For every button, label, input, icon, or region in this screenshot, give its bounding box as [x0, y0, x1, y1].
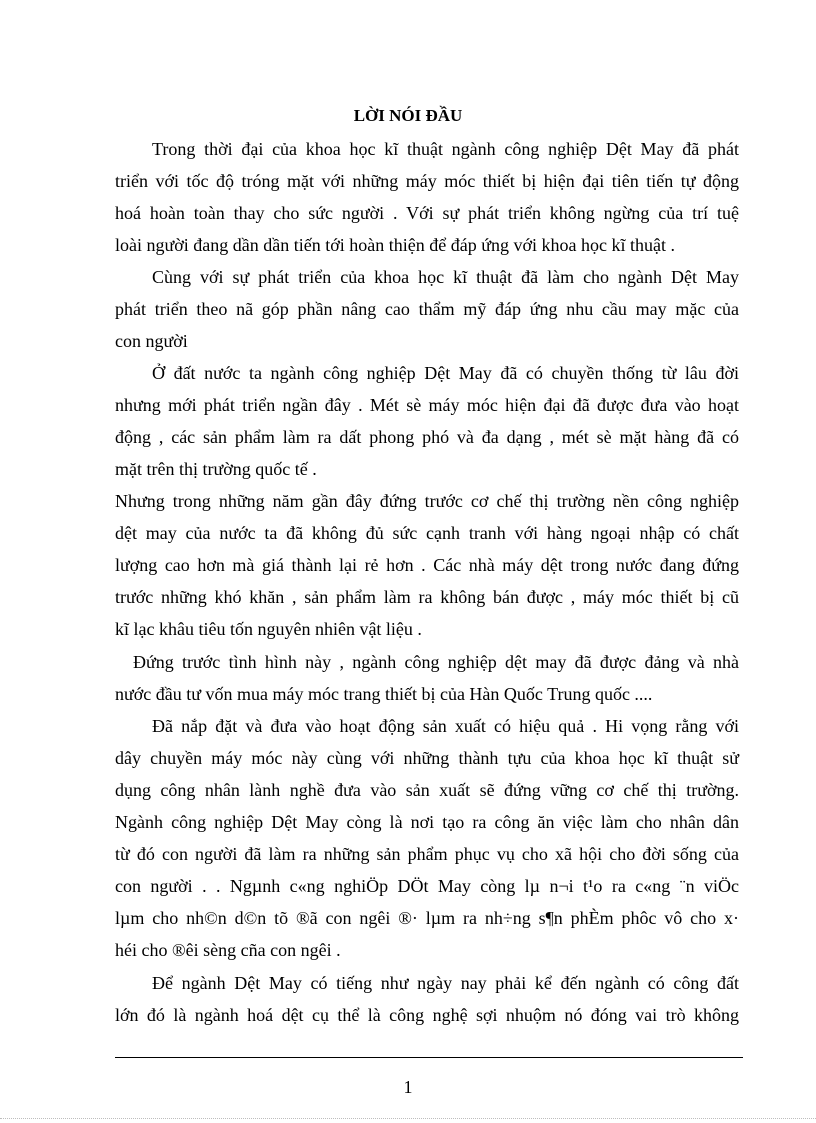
text-line: loài người đang dần dần tiến tới hoàn thiện để đáp ứng với khoa học kĩ thuật .	[115, 235, 675, 255]
page-boundary	[0, 1118, 816, 1119]
text-line: mặt trên thị trường quốc tế .	[115, 459, 317, 479]
text-line: Trong thời đại của khoa học kĩ thuật ngành công nghiệp Dệt May đã phát	[152, 139, 739, 159]
text-line: lớn đó là ngành hoá dệt cụ thể là công nghệ sợi nhuộm nó đóng vai trò không	[115, 1005, 739, 1025]
text-line: dụng công nhân lành nghề đưa vào sản xuất sẽ đứng vững cơ chế thị trường.	[115, 780, 739, 800]
text-line: nhưng mới phát triển ngần đây . Mét sè máy móc hiện đại đã được đưa vào hoạt	[115, 395, 739, 415]
text-line: héi cho ®êi sèng cña con ngêi .	[115, 940, 341, 960]
text-line: kĩ lạc khâu tiêu tốn nguyên nhiên vật liệu .	[115, 619, 422, 639]
text-line: Ở đất nước ta ngành công nghiệp Dệt May đã có chuyền thống từ lâu đời	[152, 363, 739, 383]
text-line: Ngành công nghiệp Dệt May còng là nơi tạo ra công ăn việc làm cho nhân dân	[115, 812, 739, 832]
text-line: Cùng với sự phát triển của khoa học kĩ thuật đã làm cho ngành Dệt May	[152, 267, 739, 287]
text-line: Để ngành Dệt May có tiếng như ngày nay phải kể đến ngành có công đất	[152, 973, 739, 993]
text-line: trước những khó khăn , sản phẩm làm ra không bán được , máy móc thiết bị cũ	[115, 587, 739, 607]
text-line: triển với tốc độ tróng mặt với những máy móc thiết bị hiện đại tiên tiến tự động	[115, 171, 739, 191]
page-number: 1	[403, 1077, 413, 1097]
text-line: Đã nắp đặt và đưa vào hoạt động sản xuất có hiệu quả . Hi vọng rằng với	[152, 716, 739, 736]
text-line: con người	[115, 331, 188, 351]
text-line: lµm cho nh©n d©n tõ ®ã con ngêi ®· lµm ra nh÷ng s¶n phÈm phôc vô cho x·	[115, 908, 739, 928]
text-line: hoá hoàn toàn thay cho sức người . Với sự phát triển không ngừng của trí tuệ	[115, 203, 739, 223]
text-line: phát triển theo nã góp phần nâng cao thẩm mỹ đáp ứng nhu cầu may mặc của	[115, 299, 739, 319]
text-line: lượng cao hơn mà giá thành lại rẻ hơn . Các nhà máy dệt trong nước đang đứng	[115, 555, 739, 575]
text-line: Đứng trước tình hình này , ngành công nghiệp dệt may đã được đảng và nhà	[133, 652, 739, 672]
text-line: dây chuyền máy móc này cùng với những thành tựu của khoa học kĩ thuật sử	[115, 748, 739, 768]
text-line: nước đầu tư vốn mua máy móc trang thiết bị của Hàn Quốc Trung quốc ....	[115, 684, 653, 704]
text-line: dệt may của nước ta đã không đủ sức cạnh tranh với hàng ngoại nhập có chất	[115, 523, 739, 543]
text-line: Nhưng trong những năm gần đây đứng trước cơ chế thị trường nền công nghiệp	[115, 491, 739, 511]
text-line: động , các sản phẩm làm ra dất phong phó và đa dạng , mét sè mặt hàng đã có	[115, 427, 739, 447]
footer-divider	[115, 1057, 743, 1058]
text-line: từ đó con người đã làm ra những sản phẩm phục vụ cho xã hội cho đời sống của	[115, 844, 739, 864]
text-line: con người . . Ngµnh c«ng nghiÖp DÖt May còng lµ n¬i t¹o ra c«ng ¨n viÖc	[115, 876, 739, 896]
document-title: LỜI NÓI ĐẦU	[353, 106, 463, 125]
